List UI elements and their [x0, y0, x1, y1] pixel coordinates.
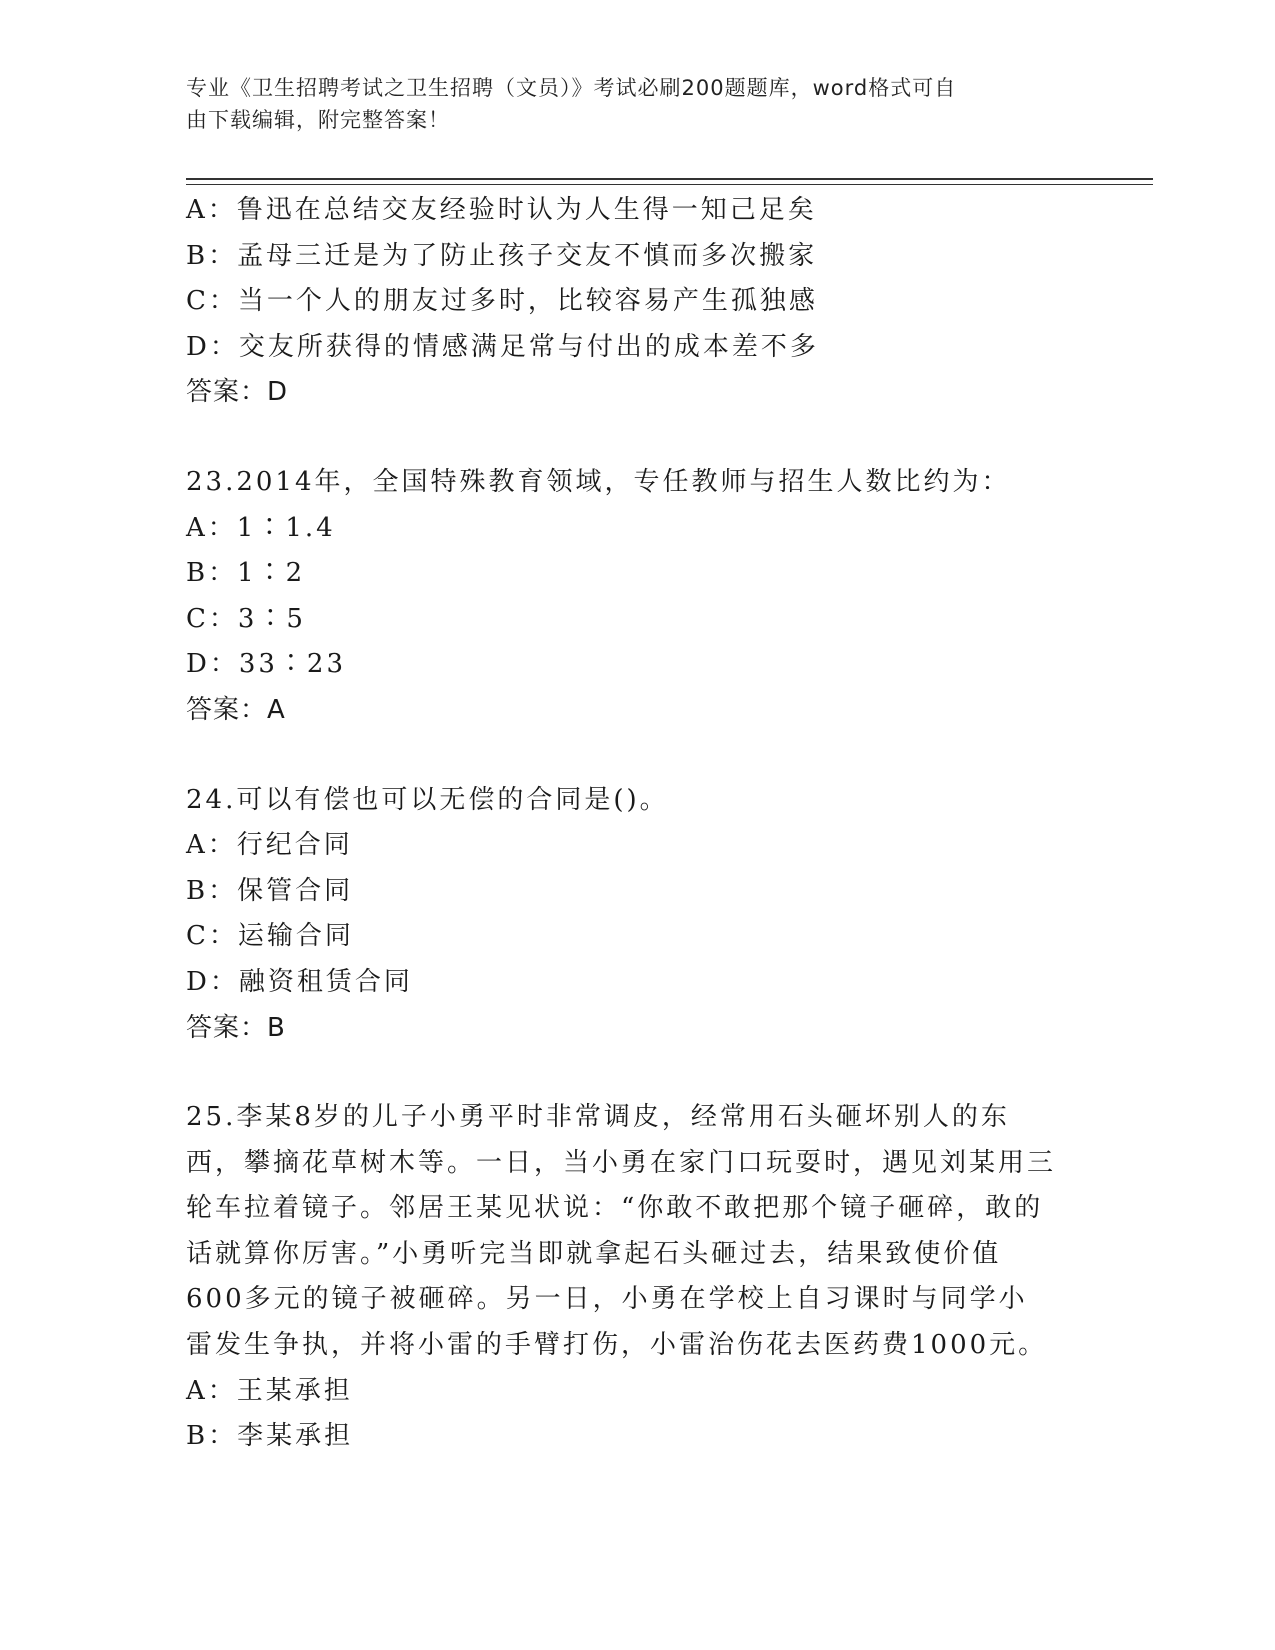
question-23 [186, 460, 1066, 734]
option-b: B：孟母三迁是为了防止孩子交友不慎而多次搬家 [186, 240, 818, 271]
option-d: D：融资租赁合同 [186, 966, 413, 997]
option-c: C：3∶5 [186, 603, 306, 634]
option-c: C：当一个人的朋友过多时，比较容易产生孤独感 [186, 286, 818, 317]
question-stem: 25.李某8岁的儿子小勇平时非常调皮，经常用石头砸坏别人的东西，攀摘花草树木等。一日，当小勇在家门口玩耍时，遇见刘某用三轮车拉着镜子。邻居王某见状说：“你敢不敢把那个镜子砸碎，敢的话就算你厉害。”小勇听完当即就拿起石头砸过去，结果致使价值600多元的镜子被砸碎。另一日，小勇在学校上自习课时与同学小雷发生争执，并将小雷的手臂打伤，小雷治伤花去医药费1000元。 [186, 1102, 1057, 1361]
question-content [186, 188, 1066, 1460]
option-b: B：保管合同 [186, 875, 354, 906]
answer: 答案：A [186, 694, 286, 725]
question-22 [186, 188, 1066, 416]
option-c: C：运输合同 [186, 921, 354, 952]
header-line-2: 由下载编辑，附完整答案！ [186, 108, 450, 132]
option-b: B：1∶2 [186, 558, 306, 589]
question-stem: 24.可以有偿也可以无偿的合同是()。 [186, 784, 669, 815]
option-a: A：1∶1.4 [186, 512, 336, 543]
answer: 答案：B [186, 1012, 286, 1043]
option-a: A：王某承担 [186, 1375, 353, 1406]
option-a: A：行纪合同 [186, 830, 353, 861]
question-stem: 23.2014年，全国特殊教育领域，专任教师与招生人数比约为： [186, 466, 1011, 497]
option-d: D：交友所获得的情感满足常与付出的成本差不多 [186, 331, 819, 362]
document-header [186, 72, 1066, 136]
header-divider-thick [186, 178, 1153, 180]
question-24 [186, 778, 1066, 1052]
header-line-1: 专业《卫生招聘考试之卫生招聘（文员）》考试必刷200题题库，word格式可自 [186, 76, 957, 100]
option-a: A：鲁迅在总结交友经验时认为人生得一知己足矣 [186, 195, 817, 225]
answer: 答案：D [186, 377, 289, 408]
option-d: D：33∶23 [186, 649, 347, 680]
question-25 [186, 1095, 1066, 1460]
option-b: B：李某承担 [186, 1421, 354, 1452]
header-divider-thin [186, 184, 1153, 185]
